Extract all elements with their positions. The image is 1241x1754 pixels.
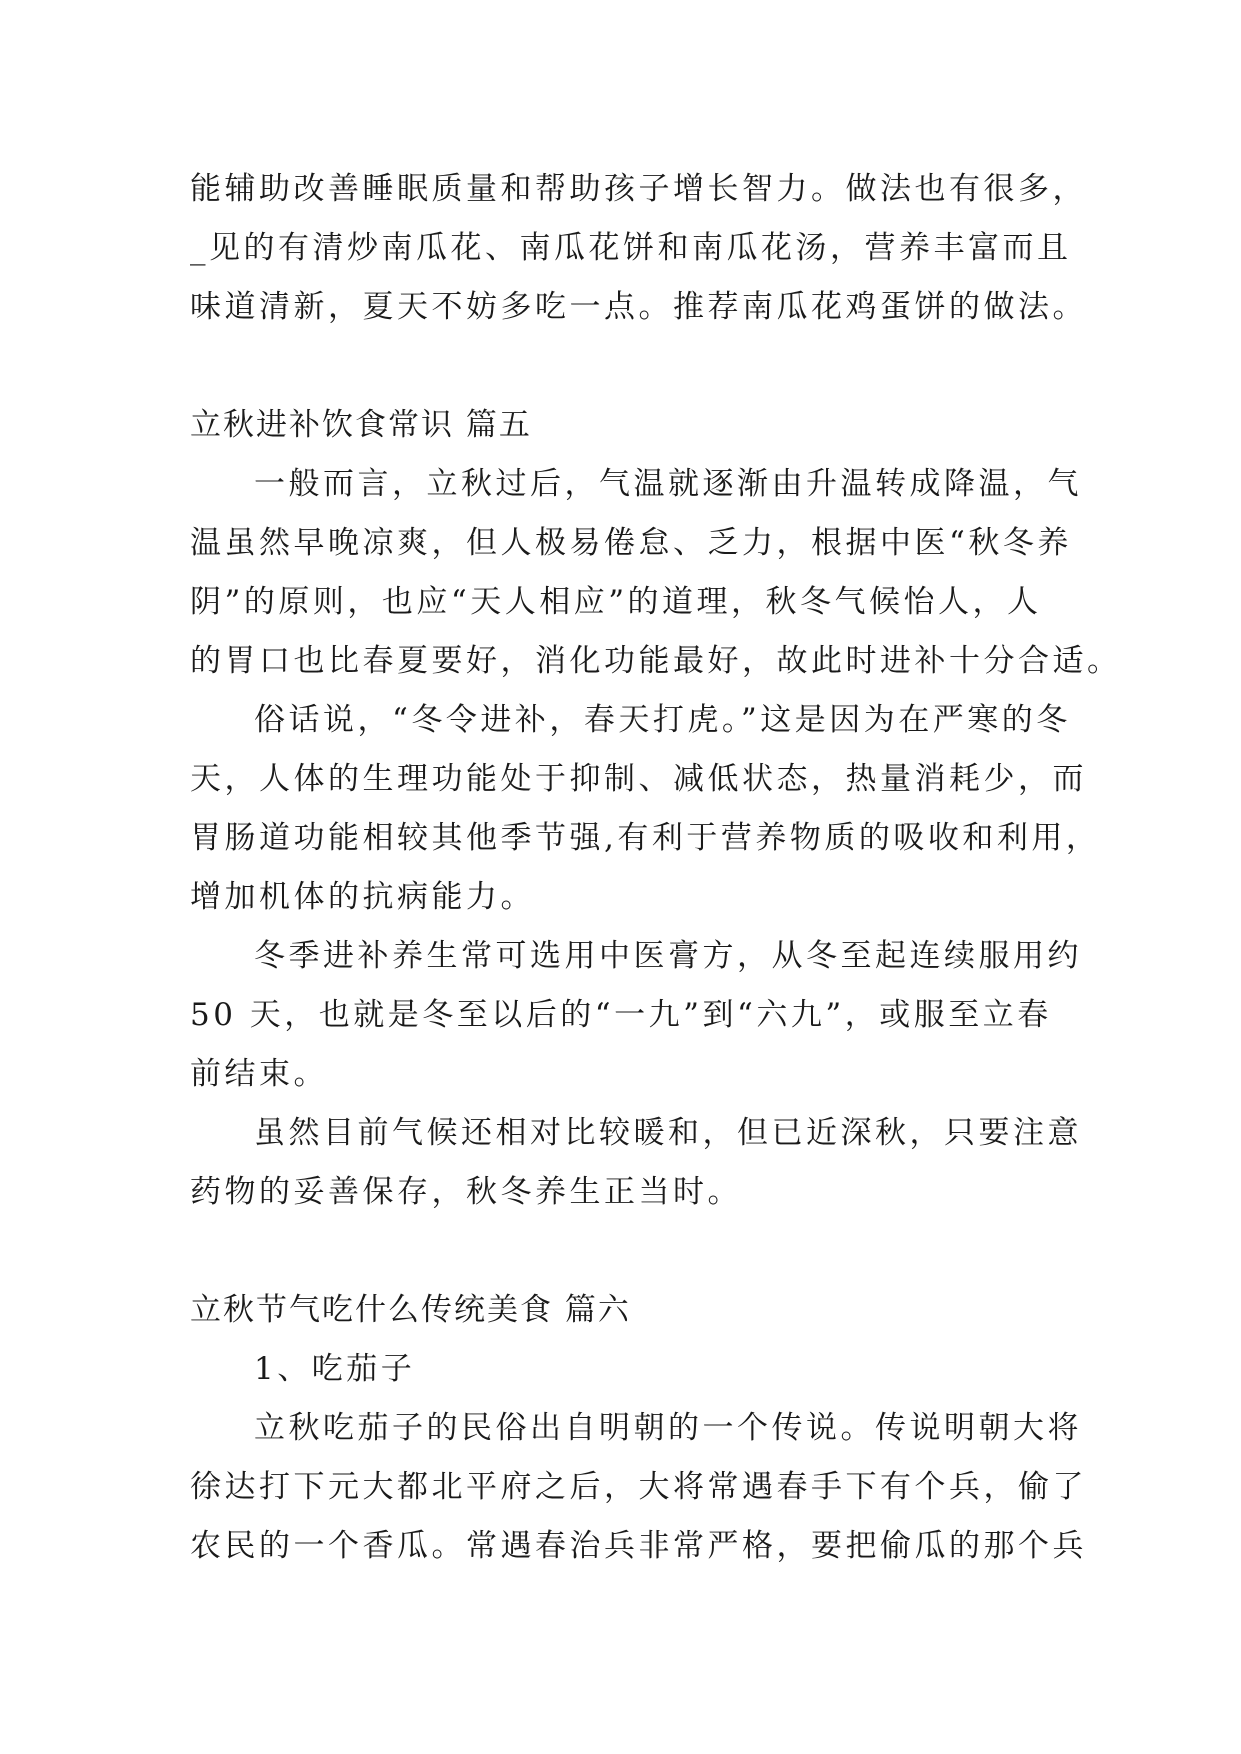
paragraph-line: 药物的妥善保存，秋冬养生正当时。: [190, 1174, 742, 1210]
section-heading: 立秋进补饮食常识 篇五: [190, 407, 532, 443]
section-heading: 立秋节气吃什么传统美食 篇六: [190, 1292, 631, 1328]
paragraph-line: 立秋吃茄子的民俗出自明朝的一个传说。传说明朝大将: [254, 1410, 1082, 1446]
paragraph-line: 50 天，也就是冬至以后的“一九”到“六九”，或服至立春: [190, 997, 1052, 1033]
section-gap: [190, 1222, 1060, 1281]
paragraph-line: 的胃口也比春夏要好，消化功能最好，故此时进补十分合适。: [190, 643, 1122, 679]
list-item-heading: 1、吃茄子: [254, 1351, 416, 1387]
paragraph-line: 冬季进补养生常可选用中医膏方，从冬至起连续服用约: [254, 938, 1082, 974]
paragraph-line: _见的有清炒南瓜花、南瓜花饼和南瓜花汤，营养丰富而且: [190, 230, 1072, 266]
paragraph-line: 农民的一个香瓜。常遇春治兵非常严格，要把偷瓜的那个兵: [190, 1528, 1087, 1564]
document-body: [190, 160, 1122, 1576]
paragraph-line: 温虽然早晚凉爽，但人极易倦怠、乏力，根据中医“秋冬养: [190, 525, 1072, 561]
paragraph-line: 味道清新，夏天不妨多吃一点。推荐南瓜花鸡蛋饼的做法。: [190, 289, 1087, 325]
paragraph-line: 徐达打下元大都北平府之后，大将常遇春手下有个兵，偷了: [190, 1469, 1087, 1505]
paragraph-line: 天，人体的生理功能处于抑制、减低状态，热量消耗少，而: [190, 761, 1087, 797]
paragraph-line: 前结束。: [190, 1056, 328, 1092]
paragraph-line: 增加机体的抗病能力。: [190, 879, 535, 915]
paragraph-line: 胃肠道功能相较其他季节强,有利于营养物质的吸收和利用，: [190, 820, 1101, 856]
paragraph-line: 虽然目前气候还相对比较暖和，但已近深秋，只要注意: [254, 1115, 1082, 1151]
paragraph-line: 阴”的原则，也应“天人相应”的道理，秋冬气候怡人，人: [190, 584, 1042, 620]
paragraph-line: 能辅助改善睡眠质量和帮助孩子增长智力。做法也有很多，: [190, 171, 1087, 207]
section-gap: [190, 337, 1060, 396]
paragraph-line: 一般而言，立秋过后，气温就逐渐由升温转成降温，气: [254, 466, 1082, 502]
paragraph-line: 俗话说，“冬令进补，春天打虎。”这是因为在严寒的冬: [254, 702, 1071, 738]
